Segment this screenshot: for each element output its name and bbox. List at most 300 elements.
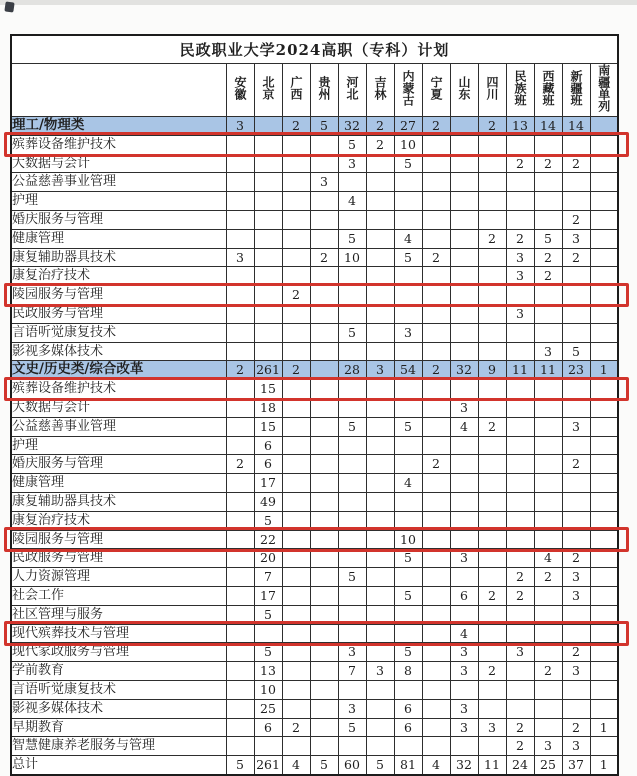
value-cell bbox=[450, 455, 478, 474]
row-label: 殡葬设备维护技术 bbox=[11, 380, 226, 399]
value-cell bbox=[534, 680, 562, 699]
table-row bbox=[11, 530, 618, 549]
value-cell bbox=[226, 398, 254, 417]
value-cell bbox=[562, 267, 590, 286]
value-cell bbox=[422, 135, 450, 154]
value-cell bbox=[422, 643, 450, 662]
table-head bbox=[11, 35, 618, 117]
value-cell: 2 bbox=[226, 455, 254, 474]
value-cell: 5 bbox=[254, 643, 282, 662]
value-cell: 32 bbox=[450, 361, 478, 380]
value-cell: 3 bbox=[366, 662, 394, 681]
value-cell bbox=[366, 586, 394, 605]
value-cell: 3 bbox=[338, 154, 366, 173]
value-cell bbox=[226, 135, 254, 154]
value-cell: 6 bbox=[450, 586, 478, 605]
value-cell bbox=[394, 624, 422, 643]
value-cell bbox=[338, 586, 366, 605]
value-cell: 49 bbox=[254, 492, 282, 511]
column-header-广西: 广西 bbox=[282, 64, 310, 117]
value-cell bbox=[562, 492, 590, 511]
value-cell bbox=[478, 624, 506, 643]
value-cell bbox=[562, 699, 590, 718]
section-header-row bbox=[11, 361, 618, 380]
value-cell bbox=[590, 210, 618, 229]
value-cell bbox=[478, 474, 506, 493]
value-cell: 10 bbox=[338, 248, 366, 267]
value-cell bbox=[534, 286, 562, 305]
value-cell bbox=[534, 398, 562, 417]
value-cell bbox=[534, 323, 562, 342]
value-cell bbox=[394, 511, 422, 530]
table-row bbox=[11, 492, 618, 511]
value-cell: 25 bbox=[534, 756, 562, 775]
column-header-安徽: 安徽 bbox=[226, 64, 254, 117]
value-cell bbox=[422, 342, 450, 361]
value-cell bbox=[394, 380, 422, 399]
table-row bbox=[11, 699, 618, 718]
value-cell bbox=[226, 718, 254, 737]
table-row bbox=[11, 605, 618, 624]
value-cell bbox=[590, 699, 618, 718]
value-cell bbox=[282, 135, 310, 154]
value-cell bbox=[338, 286, 366, 305]
value-cell bbox=[422, 267, 450, 286]
value-cell bbox=[562, 624, 590, 643]
value-cell: 32 bbox=[338, 117, 366, 136]
value-cell bbox=[478, 492, 506, 511]
value-cell bbox=[366, 643, 394, 662]
value-cell bbox=[590, 286, 618, 305]
value-cell: 3 bbox=[506, 304, 534, 323]
value-cell: 2 bbox=[506, 229, 534, 248]
value-cell bbox=[310, 586, 338, 605]
value-cell: 4 bbox=[422, 756, 450, 775]
value-cell bbox=[366, 737, 394, 756]
value-cell: 3 bbox=[506, 267, 534, 286]
value-cell bbox=[590, 474, 618, 493]
value-cell bbox=[590, 135, 618, 154]
value-cell bbox=[366, 342, 394, 361]
enrollment-plan-table bbox=[10, 34, 619, 776]
value-cell: 3 bbox=[366, 361, 394, 380]
table-row bbox=[11, 154, 618, 173]
row-label: 智慧健康养老服务与管理 bbox=[11, 737, 226, 756]
value-cell bbox=[506, 342, 534, 361]
value-cell bbox=[422, 699, 450, 718]
table-title: 民政职业大学2024高职（专科）计划 bbox=[11, 35, 618, 64]
value-cell bbox=[590, 229, 618, 248]
value-cell bbox=[534, 643, 562, 662]
value-cell: 5 bbox=[366, 756, 394, 775]
value-cell: 3 bbox=[562, 586, 590, 605]
value-cell: 7 bbox=[254, 568, 282, 587]
value-cell: 5 bbox=[338, 568, 366, 587]
value-cell: 13 bbox=[506, 117, 534, 136]
column-header-山东: 山东 bbox=[450, 64, 478, 117]
column-header-内蒙古: 内蒙古 bbox=[394, 64, 422, 117]
value-cell bbox=[366, 718, 394, 737]
value-cell bbox=[478, 210, 506, 229]
value-cell bbox=[310, 568, 338, 587]
value-cell bbox=[506, 417, 534, 436]
value-cell: 5 bbox=[254, 605, 282, 624]
value-cell bbox=[422, 286, 450, 305]
value-cell bbox=[394, 173, 422, 192]
value-cell: 261 bbox=[254, 361, 282, 380]
table-row bbox=[11, 568, 618, 587]
value-cell bbox=[254, 286, 282, 305]
value-cell bbox=[422, 605, 450, 624]
value-cell: 2 bbox=[282, 286, 310, 305]
value-cell bbox=[310, 624, 338, 643]
value-cell bbox=[394, 737, 422, 756]
value-cell bbox=[282, 605, 310, 624]
value-cell: 2 bbox=[422, 455, 450, 474]
column-header-吉林: 吉林 bbox=[366, 64, 394, 117]
value-cell bbox=[226, 304, 254, 323]
value-cell: 5 bbox=[562, 342, 590, 361]
value-cell bbox=[506, 210, 534, 229]
value-cell bbox=[506, 511, 534, 530]
value-cell bbox=[478, 342, 506, 361]
value-cell: 2 bbox=[562, 549, 590, 568]
value-cell bbox=[450, 474, 478, 493]
row-label: 陵园服务与管理 bbox=[11, 530, 226, 549]
value-cell bbox=[282, 173, 310, 192]
value-cell bbox=[478, 173, 506, 192]
row-label: 护理 bbox=[11, 192, 226, 211]
value-cell bbox=[534, 173, 562, 192]
table-row bbox=[11, 511, 618, 530]
value-cell: 2 bbox=[422, 117, 450, 136]
value-cell bbox=[534, 380, 562, 399]
value-cell: 5 bbox=[394, 549, 422, 568]
value-cell: 54 bbox=[394, 361, 422, 380]
value-cell bbox=[226, 605, 254, 624]
value-cell bbox=[422, 511, 450, 530]
value-cell bbox=[310, 455, 338, 474]
value-cell bbox=[478, 398, 506, 417]
row-label: 现代殡葬技术与管理 bbox=[11, 624, 226, 643]
value-cell bbox=[478, 248, 506, 267]
value-cell bbox=[366, 154, 394, 173]
value-cell bbox=[226, 474, 254, 493]
value-cell bbox=[506, 492, 534, 511]
value-cell bbox=[254, 267, 282, 286]
value-cell bbox=[506, 680, 534, 699]
value-cell bbox=[562, 530, 590, 549]
value-cell bbox=[366, 568, 394, 587]
value-cell bbox=[450, 530, 478, 549]
value-cell bbox=[226, 417, 254, 436]
value-cell bbox=[338, 380, 366, 399]
table-row bbox=[11, 248, 618, 267]
value-cell bbox=[310, 474, 338, 493]
value-cell bbox=[226, 436, 254, 455]
value-cell: 6 bbox=[254, 436, 282, 455]
value-cell bbox=[282, 154, 310, 173]
value-cell bbox=[562, 680, 590, 699]
row-label: 公益慈善事业管理 bbox=[11, 173, 226, 192]
row-label: 康复治疗技术 bbox=[11, 511, 226, 530]
value-cell: 4 bbox=[338, 192, 366, 211]
value-cell: 3 bbox=[394, 323, 422, 342]
value-cell bbox=[422, 549, 450, 568]
value-cell: 17 bbox=[254, 474, 282, 493]
row-label: 社区管理与服务 bbox=[11, 605, 226, 624]
value-cell: 2 bbox=[422, 361, 450, 380]
value-cell bbox=[562, 173, 590, 192]
column-header-西藏班: 西藏班 bbox=[534, 64, 562, 117]
value-cell: 5 bbox=[394, 154, 422, 173]
value-cell bbox=[366, 699, 394, 718]
value-cell bbox=[562, 474, 590, 493]
value-cell bbox=[534, 624, 562, 643]
value-cell: 2 bbox=[534, 568, 562, 587]
value-cell: 3 bbox=[226, 117, 254, 136]
value-cell bbox=[282, 436, 310, 455]
table-row bbox=[11, 662, 618, 681]
value-cell: 32 bbox=[450, 756, 478, 775]
table-row bbox=[11, 586, 618, 605]
value-cell bbox=[450, 117, 478, 136]
value-cell bbox=[226, 154, 254, 173]
value-cell: 2 bbox=[478, 586, 506, 605]
value-cell bbox=[226, 737, 254, 756]
row-label: 婚庆服务与管理 bbox=[11, 455, 226, 474]
table-row bbox=[11, 229, 618, 248]
value-cell: 5 bbox=[534, 229, 562, 248]
value-cell bbox=[450, 436, 478, 455]
value-cell bbox=[478, 192, 506, 211]
value-cell bbox=[590, 530, 618, 549]
value-cell bbox=[338, 267, 366, 286]
row-label: 理工/物理类 bbox=[11, 117, 226, 136]
value-cell bbox=[506, 436, 534, 455]
value-cell: 13 bbox=[254, 662, 282, 681]
value-cell bbox=[338, 492, 366, 511]
value-cell bbox=[394, 492, 422, 511]
value-cell bbox=[590, 267, 618, 286]
value-cell bbox=[282, 568, 310, 587]
value-cell bbox=[310, 737, 338, 756]
value-cell: 6 bbox=[394, 718, 422, 737]
value-cell: 3 bbox=[338, 643, 366, 662]
value-cell bbox=[282, 699, 310, 718]
value-cell bbox=[226, 492, 254, 511]
table-row bbox=[11, 718, 618, 737]
value-cell bbox=[366, 229, 394, 248]
value-cell bbox=[366, 398, 394, 417]
value-cell bbox=[282, 737, 310, 756]
value-cell: 2 bbox=[562, 210, 590, 229]
value-cell bbox=[226, 549, 254, 568]
value-cell bbox=[226, 530, 254, 549]
value-cell bbox=[422, 210, 450, 229]
value-cell bbox=[478, 737, 506, 756]
value-cell bbox=[338, 210, 366, 229]
value-cell bbox=[506, 455, 534, 474]
value-cell: 5 bbox=[338, 229, 366, 248]
row-label: 言语听觉康复技术 bbox=[11, 680, 226, 699]
value-cell bbox=[478, 135, 506, 154]
table-row bbox=[11, 210, 618, 229]
value-cell bbox=[282, 455, 310, 474]
value-cell: 11 bbox=[534, 361, 562, 380]
value-cell bbox=[254, 229, 282, 248]
row-label: 社会工作 bbox=[11, 586, 226, 605]
value-cell: 3 bbox=[338, 699, 366, 718]
value-cell bbox=[310, 718, 338, 737]
value-cell bbox=[226, 511, 254, 530]
value-cell bbox=[590, 323, 618, 342]
value-cell bbox=[422, 398, 450, 417]
value-cell bbox=[310, 643, 338, 662]
value-cell bbox=[366, 474, 394, 493]
value-cell bbox=[506, 380, 534, 399]
value-cell bbox=[366, 680, 394, 699]
value-cell: 2 bbox=[534, 662, 562, 681]
value-cell: 3 bbox=[450, 699, 478, 718]
value-cell: 3 bbox=[562, 417, 590, 436]
value-cell: 3 bbox=[226, 248, 254, 267]
value-cell: 2 bbox=[562, 248, 590, 267]
section-header-row bbox=[11, 117, 618, 136]
value-cell bbox=[282, 530, 310, 549]
value-cell: 2 bbox=[506, 718, 534, 737]
value-cell bbox=[338, 474, 366, 493]
value-cell bbox=[450, 605, 478, 624]
value-cell bbox=[450, 135, 478, 154]
value-cell bbox=[282, 304, 310, 323]
value-cell bbox=[590, 624, 618, 643]
value-cell bbox=[310, 135, 338, 154]
value-cell bbox=[394, 398, 422, 417]
value-cell: 2 bbox=[478, 229, 506, 248]
value-cell bbox=[506, 323, 534, 342]
value-cell bbox=[562, 192, 590, 211]
value-cell bbox=[282, 267, 310, 286]
value-cell bbox=[590, 492, 618, 511]
value-cell bbox=[422, 436, 450, 455]
value-cell bbox=[282, 680, 310, 699]
value-cell bbox=[310, 530, 338, 549]
value-cell bbox=[366, 455, 394, 474]
value-cell bbox=[254, 192, 282, 211]
value-cell bbox=[226, 624, 254, 643]
value-cell bbox=[534, 699, 562, 718]
value-cell bbox=[422, 474, 450, 493]
value-cell bbox=[422, 417, 450, 436]
value-cell: 5 bbox=[310, 756, 338, 775]
value-cell bbox=[254, 304, 282, 323]
value-cell bbox=[394, 192, 422, 211]
value-cell bbox=[590, 398, 618, 417]
value-cell bbox=[254, 210, 282, 229]
value-cell bbox=[590, 417, 618, 436]
value-cell bbox=[478, 267, 506, 286]
value-cell bbox=[254, 323, 282, 342]
value-cell bbox=[478, 680, 506, 699]
value-cell: 1 bbox=[590, 718, 618, 737]
value-cell bbox=[590, 586, 618, 605]
value-cell bbox=[534, 135, 562, 154]
value-cell bbox=[478, 380, 506, 399]
column-header-四川: 四川 bbox=[478, 64, 506, 117]
value-cell bbox=[450, 229, 478, 248]
value-cell bbox=[366, 286, 394, 305]
table-row bbox=[11, 643, 618, 662]
row-label: 大数据与会计 bbox=[11, 398, 226, 417]
value-cell bbox=[562, 398, 590, 417]
value-cell bbox=[226, 680, 254, 699]
value-cell bbox=[422, 192, 450, 211]
table-row bbox=[11, 192, 618, 211]
column-header-新疆班: 新疆班 bbox=[562, 64, 590, 117]
value-cell: 2 bbox=[226, 361, 254, 380]
value-cell bbox=[478, 154, 506, 173]
value-cell: 27 bbox=[394, 117, 422, 136]
value-cell bbox=[310, 210, 338, 229]
value-cell bbox=[282, 192, 310, 211]
value-cell bbox=[450, 737, 478, 756]
table-row bbox=[11, 323, 618, 342]
value-cell: 2 bbox=[506, 737, 534, 756]
value-cell: 3 bbox=[450, 549, 478, 568]
value-cell bbox=[310, 154, 338, 173]
value-cell bbox=[394, 455, 422, 474]
value-cell: 3 bbox=[450, 718, 478, 737]
value-cell: 2 bbox=[282, 361, 310, 380]
value-cell bbox=[590, 173, 618, 192]
value-cell: 4 bbox=[450, 624, 478, 643]
value-cell: 3 bbox=[562, 229, 590, 248]
value-cell bbox=[310, 380, 338, 399]
value-cell: 2 bbox=[310, 248, 338, 267]
value-cell bbox=[534, 417, 562, 436]
value-cell bbox=[366, 248, 394, 267]
value-cell: 60 bbox=[338, 756, 366, 775]
value-cell bbox=[310, 398, 338, 417]
value-cell bbox=[562, 436, 590, 455]
row-label: 护理 bbox=[11, 436, 226, 455]
value-cell bbox=[366, 210, 394, 229]
value-cell: 37 bbox=[562, 756, 590, 775]
value-cell bbox=[226, 192, 254, 211]
value-cell: 3 bbox=[310, 173, 338, 192]
value-cell bbox=[226, 286, 254, 305]
value-cell: 6 bbox=[394, 699, 422, 718]
value-cell: 10 bbox=[394, 530, 422, 549]
value-cell bbox=[366, 417, 394, 436]
value-cell bbox=[310, 662, 338, 681]
column-header-河北: 河北 bbox=[338, 64, 366, 117]
value-cell bbox=[422, 154, 450, 173]
value-cell bbox=[590, 248, 618, 267]
value-cell bbox=[282, 474, 310, 493]
column-header-宁夏: 宁夏 bbox=[422, 64, 450, 117]
value-cell bbox=[590, 549, 618, 568]
value-cell bbox=[450, 492, 478, 511]
value-cell: 2 bbox=[366, 117, 394, 136]
value-cell bbox=[338, 530, 366, 549]
value-cell bbox=[254, 135, 282, 154]
value-cell: 261 bbox=[254, 756, 282, 775]
value-cell bbox=[338, 511, 366, 530]
value-cell bbox=[590, 737, 618, 756]
value-cell bbox=[282, 229, 310, 248]
